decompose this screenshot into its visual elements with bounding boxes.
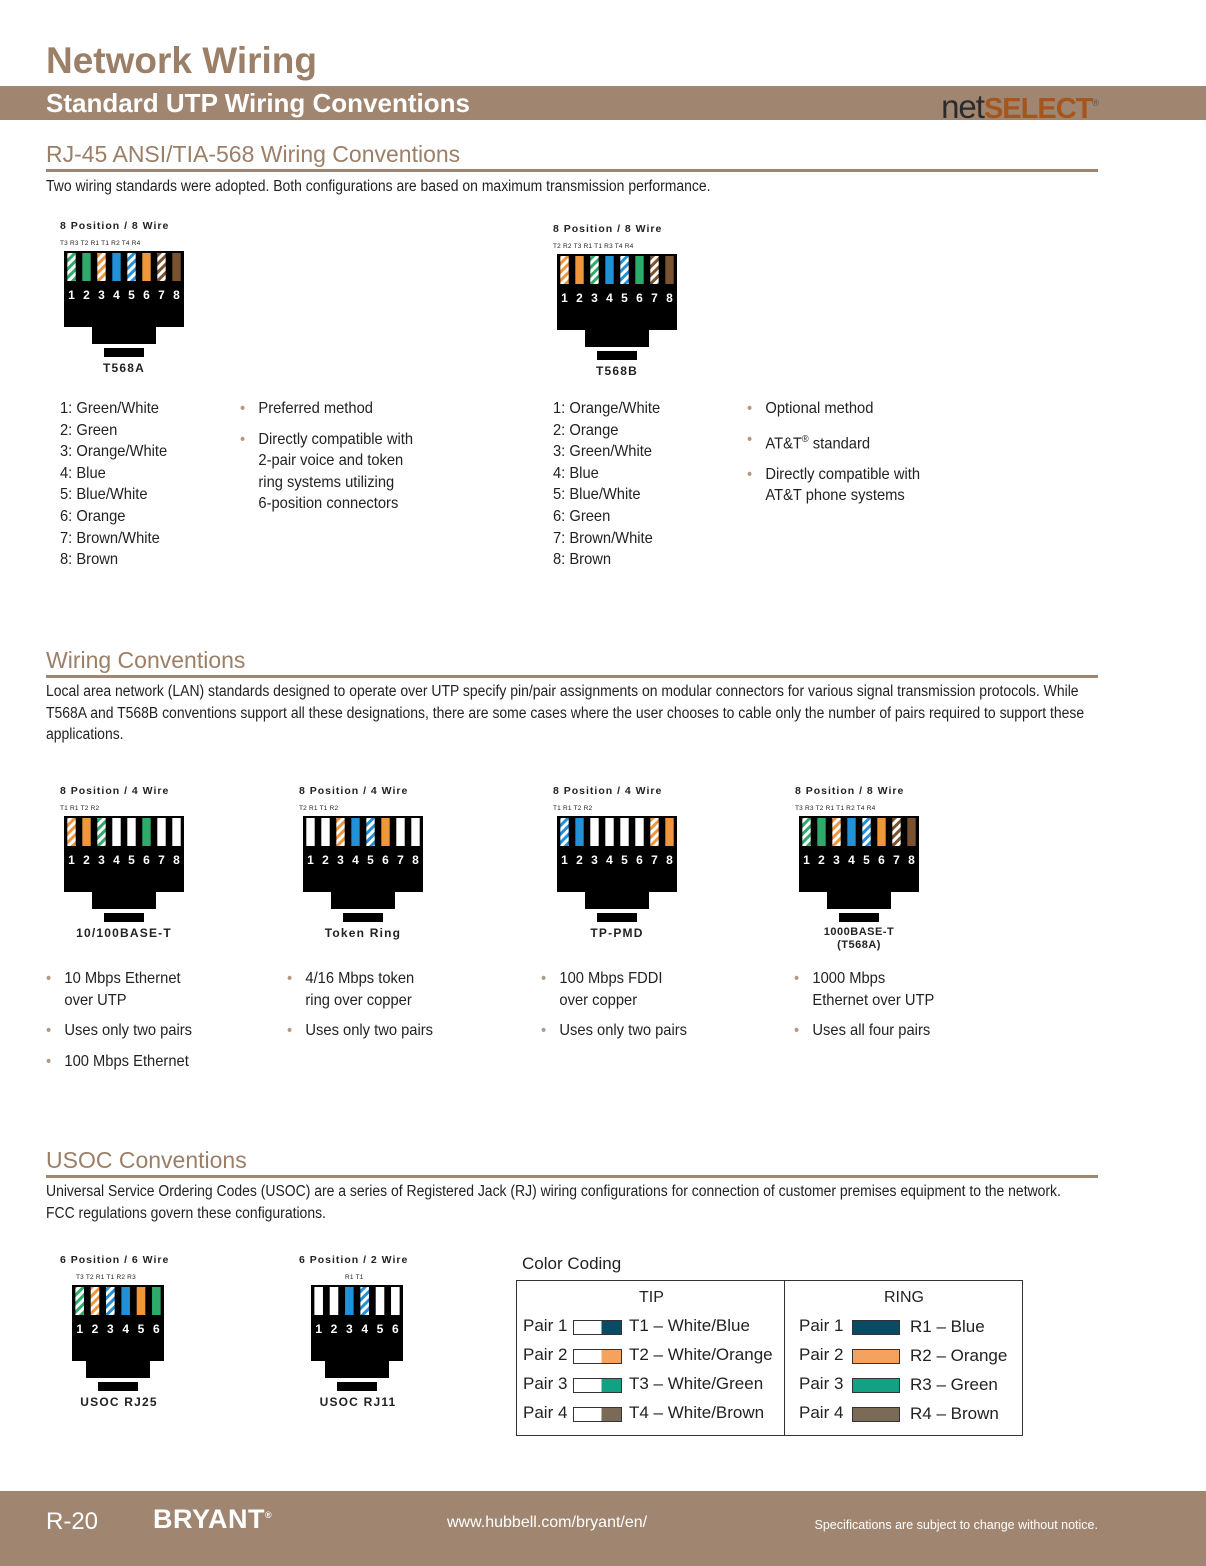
note-item: • Preferred method: [240, 398, 413, 420]
pin-number: 6: [636, 291, 643, 305]
pin-number: 4: [113, 288, 120, 302]
section-rule: [46, 675, 1098, 678]
wire-4: [847, 818, 855, 846]
plug-tab: [343, 913, 383, 922]
jack-tp-pmd: [553, 785, 703, 940]
wire-4: [360, 1287, 369, 1315]
jack-header: 8 Position / 8 Wire: [795, 785, 905, 797]
wire-8: [172, 253, 180, 281]
section-heading-usoc: USOC Conventions: [46, 1147, 247, 1173]
jack-rj25: [60, 1254, 210, 1409]
pin-number: 1: [68, 288, 75, 302]
jack-pin-labels: T1 R1 T2 R2: [60, 805, 100, 812]
page-title: Network Wiring: [46, 40, 318, 81]
tip-header: TIP: [639, 1289, 664, 1306]
wire-6: [391, 1287, 400, 1315]
pin-number: 6: [636, 853, 643, 867]
bullet-item: • 1000 Mbps Ethernet over UTP: [794, 968, 934, 1011]
wire-8: [665, 256, 673, 284]
jack-diagram: [299, 1283, 417, 1395]
t568b-notes: [747, 398, 920, 516]
wire-6: [142, 818, 150, 846]
wire-5: [366, 818, 374, 846]
jack-pin-labels: T3 T2 R1 T1 R2 R3: [76, 1274, 136, 1281]
wire-item: 5: Blue/White: [553, 486, 641, 504]
plug-latch: [331, 892, 395, 909]
wire-item: 7: Brown/White: [60, 529, 160, 547]
jack-bullets: [287, 968, 433, 1051]
wire-3: [97, 253, 105, 281]
wire-2: [82, 818, 90, 846]
pin-number: 4: [352, 853, 359, 867]
wire-6: [152, 1287, 161, 1315]
jack-header: 6 Position / 6 Wire: [60, 1254, 170, 1266]
ring-swatch: [852, 1378, 900, 1393]
pin-number: 5: [128, 853, 135, 867]
bullet-item: • 10 Mbps Ethernet over UTP: [46, 968, 192, 1011]
ring-swatch: [852, 1320, 900, 1335]
tip-swatch: [573, 1378, 622, 1393]
wire-3: [336, 818, 344, 846]
plug-latch: [325, 1361, 389, 1378]
bullet-item: • 4/16 Mbps token ring over copper: [287, 968, 433, 1011]
wire-3: [832, 818, 840, 846]
wire-5: [862, 818, 870, 846]
pin-number: 5: [863, 853, 870, 867]
pin-number: 6: [152, 1322, 160, 1336]
wire-2: [817, 818, 825, 846]
jack-pin-labels: T3 R3 T2 R1 T1 R2 T4 R4: [795, 805, 876, 812]
wire-4: [351, 818, 359, 846]
section-rule: [46, 1175, 1098, 1178]
wire-4: [605, 818, 613, 846]
wire-item: 7: Brown/White: [553, 529, 653, 547]
pin-number: 5: [137, 1322, 145, 1336]
plug-latch: [86, 1361, 150, 1378]
pin-number: 2: [91, 1322, 99, 1336]
jack-bullets: [794, 968, 934, 1051]
pin-number: 3: [98, 853, 105, 867]
wire-4: [605, 256, 613, 284]
pin-number: 8: [666, 853, 673, 867]
jack-pin-labels: R1 T1: [345, 1274, 364, 1281]
wire-4: [112, 253, 120, 281]
pin-number: 7: [651, 291, 658, 305]
jack-diagram: [60, 249, 188, 361]
wire-3: [590, 818, 598, 846]
wire-1: [314, 1287, 323, 1315]
wire-1: [560, 256, 568, 284]
pin-number: 3: [337, 853, 344, 867]
wire-7: [650, 818, 658, 846]
wire-5: [127, 818, 135, 846]
tip-color-label: T4 – White/Brown: [629, 1403, 765, 1422]
pin-number: 8: [412, 853, 419, 867]
ring-pair-label: Pair 3: [799, 1374, 844, 1393]
pin-number: 7: [397, 853, 404, 867]
wire-2: [82, 253, 90, 281]
plug-body: [64, 251, 184, 327]
pin-number: 2: [576, 853, 583, 867]
ring-color-label: R3 – Green: [910, 1375, 998, 1394]
jack-diagram: [60, 1283, 178, 1395]
plug-tab: [337, 1382, 377, 1391]
wire-3: [590, 256, 598, 284]
pin-number: 5: [376, 1322, 384, 1336]
plug-body: [557, 816, 677, 892]
plug-latch: [92, 892, 156, 909]
wire-1: [802, 818, 810, 846]
jack-diagram: [553, 814, 681, 926]
tip-pair-label: Pair 4: [523, 1403, 568, 1422]
note-item: • Directly compatible with 2-pair voice and token ring systems utilizing 6-position connectors: [240, 429, 413, 515]
plug-tab: [104, 913, 144, 922]
wire-6: [635, 256, 643, 284]
wire-5: [620, 256, 628, 284]
jack-caption: USOC RJ11: [319, 1395, 397, 1409]
wire-7: [157, 818, 165, 846]
bullet-item: • 100 Mbps Ethernet: [46, 1051, 192, 1073]
wire-1: [75, 1287, 84, 1315]
pin-number: 4: [606, 853, 613, 867]
wire-6: [142, 253, 150, 281]
jack-diagram: [795, 814, 923, 926]
pin-number: 8: [173, 853, 180, 867]
pin-number: 1: [561, 291, 568, 305]
wire-2: [321, 818, 329, 846]
jack-diagram: [60, 814, 188, 926]
jack-header: 8 Position / 4 Wire: [299, 785, 409, 797]
wire-5: [376, 1287, 385, 1315]
wire-8: [907, 818, 915, 846]
pin-number: 1: [307, 853, 314, 867]
plug-tab: [104, 348, 144, 357]
color-coding-title: Color Coding: [522, 1254, 622, 1273]
ring-swatch: [852, 1349, 900, 1364]
plug-tab: [597, 913, 637, 922]
tip-color-label: T1 – White/Blue: [629, 1316, 750, 1335]
wire-2: [330, 1287, 339, 1315]
bullet-item: • Uses only two pairs: [287, 1020, 433, 1042]
jack-header: 6 Position / 2 Wire: [299, 1254, 409, 1266]
wire-4: [121, 1287, 130, 1315]
tip-color-label: T3 – White/Green: [629, 1374, 764, 1393]
plug-body: [72, 1285, 164, 1361]
table-divider: [784, 1280, 785, 1436]
pin-number: 2: [330, 1322, 338, 1336]
wire-3: [345, 1287, 354, 1315]
wire-1: [67, 818, 75, 846]
wire-7: [650, 256, 658, 284]
wire-item: 6: Orange: [60, 507, 126, 525]
tip-pair-label: Pair 3: [523, 1374, 568, 1393]
jack-token-ring: [299, 785, 449, 940]
section-rule: [46, 169, 1098, 172]
tip-color-label: T2 – White/Orange: [629, 1345, 773, 1364]
ring-pair-label: Pair 2: [799, 1345, 844, 1364]
page-subtitle: Standard UTP Wiring Conventions: [46, 88, 470, 118]
wire-item: 1: Orange/White: [553, 400, 661, 417]
bullet-item: • 100 Mbps FDDI over copper: [541, 968, 687, 1011]
wire-item: 1: Green/White: [60, 400, 160, 417]
section-intro: Local area network (LAN) standards designed to operate over UTP specify pin/pair assignments on modular connectors for various signal transmission protocols. While T568A and T568B conventions support all these designations, there are some cases where the user chooses to cable only the number of pairs required to support these applications.: [46, 683, 1085, 743]
wire-1: [67, 253, 75, 281]
pin-number: 4: [122, 1322, 130, 1336]
section-intro: Universal Service Ordering Codes (USOC) are a series of Registered Jack (RJ) wiring configurations for connection of customer premises equipment to the network. FCC regulations govern these configurations.: [46, 1183, 1061, 1222]
jack-header: 8 Position / 4 Wire: [553, 785, 663, 797]
pin-number: 7: [158, 288, 165, 302]
pin-number: 5: [621, 853, 628, 867]
pin-number: 1: [561, 853, 568, 867]
plug-tab: [597, 351, 637, 360]
pin-number: 2: [83, 288, 90, 302]
jack-t568b: [553, 223, 703, 378]
note-item: • AT&T® standard: [747, 429, 920, 455]
ring-color-label: R1 – Blue: [910, 1317, 985, 1336]
jack-caption: TP-PMD: [590, 926, 644, 940]
wire-item: 2: Orange: [553, 421, 619, 439]
ring-header: RING: [884, 1289, 924, 1306]
wire-6: [381, 818, 389, 846]
jack-caption: USOC RJ25: [80, 1395, 158, 1409]
tip-swatch: [573, 1349, 622, 1364]
wire-item: 4: Blue: [553, 464, 599, 482]
pin-number: 6: [391, 1322, 399, 1336]
page-number: R-20: [46, 1508, 99, 1535]
wire-item: 2: Green: [60, 421, 118, 439]
pin-number: 7: [893, 853, 900, 867]
t568b-wire-list: [553, 398, 660, 571]
wire-2: [91, 1287, 100, 1315]
pin-number: 8: [908, 853, 915, 867]
pin-number: 2: [576, 291, 583, 305]
pin-number: 2: [322, 853, 329, 867]
jack-pin-labels: T3 R3 T2 R1 T1 R2 T4 R4: [60, 240, 141, 247]
section-heading-wiring: Wiring Conventions: [46, 647, 246, 673]
pin-number: 2: [818, 853, 825, 867]
plug-latch: [585, 330, 649, 347]
jack-1000base-t: [795, 785, 945, 952]
pin-number: 5: [128, 288, 135, 302]
wire-6: [877, 818, 885, 846]
jack-header: 8 Position / 8 Wire: [553, 223, 663, 235]
pin-number: 1: [76, 1322, 84, 1336]
wire-item: 6: Green: [553, 507, 611, 525]
jack-caption: Token Ring: [324, 926, 402, 940]
bullet-item: • Uses only two pairs: [541, 1020, 687, 1042]
wire-2: [575, 818, 583, 846]
ring-color-label: R4 – Brown: [910, 1404, 999, 1423]
pin-number: 4: [113, 853, 120, 867]
section-heading-rj45: RJ-45 ANSI/TIA-568 Wiring Conventions: [46, 141, 461, 167]
wire-item: 3: Green/White: [553, 443, 653, 461]
logo-net: net: [941, 88, 984, 125]
bryant-logo: BRYANT®: [153, 1504, 273, 1534]
ring-swatch: [852, 1407, 900, 1422]
bullet-item: • Uses all four pairs: [794, 1020, 934, 1042]
wire-4: [112, 818, 120, 846]
plug-tab: [98, 1382, 138, 1391]
pin-number: 1: [803, 853, 810, 867]
jack-bullets: [541, 968, 687, 1051]
pin-number: 3: [345, 1322, 353, 1336]
pin-number: 2: [83, 853, 90, 867]
wire-3: [106, 1287, 115, 1315]
pin-number: 1: [315, 1322, 323, 1336]
note-item: • Optional method: [747, 398, 920, 420]
wire-1: [306, 818, 314, 846]
pin-number: 7: [158, 853, 165, 867]
wire-item: 8: Brown: [60, 551, 119, 569]
pin-number: 6: [878, 853, 885, 867]
pin-number: 1: [68, 853, 75, 867]
pin-number: 6: [143, 288, 150, 302]
ring-pair-label: Pair 4: [799, 1403, 844, 1422]
jack-caption: T568A: [102, 361, 146, 375]
jack-pin-labels: T2 R2 T3 R1 T1 R3 T4 R4: [553, 243, 634, 250]
wire-7: [396, 818, 404, 846]
plug-latch: [92, 327, 156, 344]
pin-number: 6: [143, 853, 150, 867]
wire-7: [892, 818, 900, 846]
jack-t568a: [60, 220, 210, 375]
jack-pin-labels: T2 R1 T1 R2: [299, 805, 339, 812]
wire-8: [665, 818, 673, 846]
logo-select: SELECT: [983, 93, 1093, 125]
jack-pin-labels: T1 R1 T2 R2: [553, 805, 593, 812]
ring-color-label: R2 – Orange: [910, 1346, 1008, 1365]
wire-item: 3: Orange/White: [60, 443, 168, 461]
pin-number: 6: [382, 853, 389, 867]
logo-reg: ®: [1092, 98, 1098, 108]
tip-swatch: [573, 1407, 622, 1422]
pin-number: 3: [833, 853, 840, 867]
jack-caption: T568B: [595, 364, 639, 378]
pin-number: 5: [367, 853, 374, 867]
wire-1: [560, 818, 568, 846]
wire-6: [635, 818, 643, 846]
ring-pair-label: Pair 1: [799, 1316, 844, 1335]
jack-header: 8 Position / 4 Wire: [60, 785, 170, 797]
jack-diagram: [553, 252, 681, 364]
wire-8: [172, 818, 180, 846]
footer-disclaimer: Specifications are subject to change without notice.: [814, 1518, 1098, 1532]
pin-number: 3: [591, 291, 598, 305]
t568a-wire-list: [60, 398, 167, 571]
t568a-notes: [240, 398, 413, 524]
netselect-logo: [941, 84, 1098, 128]
wire-3: [97, 818, 105, 846]
pin-number: 3: [98, 288, 105, 302]
bullet-item: • Uses only two pairs: [46, 1020, 192, 1042]
note-item: • Directly compatible with AT&T phone systems: [747, 464, 920, 507]
jack-bullets: [46, 968, 192, 1081]
wire-5: [620, 818, 628, 846]
tip-pair-label: Pair 1: [523, 1316, 568, 1335]
jack-caption: 10/100BASE-T: [76, 926, 172, 940]
wire-7: [157, 253, 165, 281]
wire-item: 5: Blue/White: [60, 486, 148, 504]
wire-2: [575, 256, 583, 284]
pin-number: 4: [848, 853, 855, 867]
wire-8: [411, 818, 419, 846]
pin-number: 8: [173, 288, 180, 302]
pin-number: 4: [361, 1322, 369, 1336]
jack-rj11: [299, 1254, 449, 1409]
section-intro: Two wiring standards were adopted. Both configurations are based on maximum transmission performance.: [46, 178, 711, 195]
pin-number: 7: [651, 853, 658, 867]
pin-number: 3: [106, 1322, 114, 1336]
wire-item: 8: Brown: [553, 551, 612, 569]
plug-body: [303, 816, 423, 892]
pin-number: 3: [591, 853, 598, 867]
jack-caption: 1000BASE-T (T568A): [823, 926, 895, 951]
pin-number: 4: [606, 291, 613, 305]
plug-body: [557, 254, 677, 330]
plug-latch: [585, 892, 649, 909]
plug-tab: [839, 913, 879, 922]
tip-swatch: [573, 1320, 622, 1335]
jack-10-100base-t: [60, 785, 210, 940]
plug-latch: [827, 892, 891, 909]
wire-item: 4: Blue: [60, 464, 106, 482]
pin-number: 5: [621, 291, 628, 305]
jack-header: 8 Position / 8 Wire: [60, 220, 170, 232]
wire-5: [137, 1287, 146, 1315]
tip-pair-label: Pair 2: [523, 1345, 568, 1364]
plug-body: [64, 816, 184, 892]
plug-body: [311, 1285, 403, 1361]
plug-body: [799, 816, 919, 892]
jack-diagram: [299, 814, 427, 926]
wire-5: [127, 253, 135, 281]
pin-number: 8: [666, 291, 673, 305]
footer-url[interactable]: www.hubbell.com/bryant/en/: [447, 1514, 648, 1531]
